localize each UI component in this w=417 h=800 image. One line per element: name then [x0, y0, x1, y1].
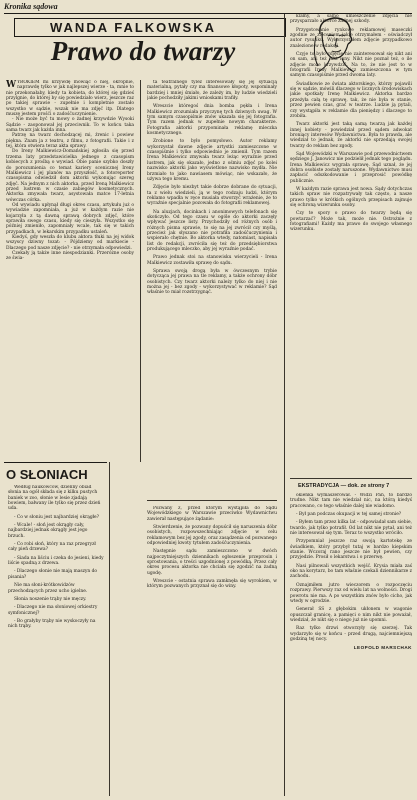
column-divider-0 — [109, 462, 110, 796]
author-name: WANDA FALKOWSKA — [49, 20, 216, 35]
paragraph — [147, 506, 277, 522]
paragraph — [6, 251, 134, 262]
paragraph — [290, 493, 412, 509]
paragraph-text: - Co robi słoń, który na raz przegryzł cały pień drzewa? — [8, 542, 96, 553]
paragraph-text: okienka wymaszerował. - Widzi Pan, to bardzo trudne. Nikt tam nie wiedział nic, na którą kiedyś pracowano, co tego właśnie dalej nie wiadomo. — [290, 493, 412, 509]
article-column-2b — [147, 506, 277, 796]
paragraph-text: Patrzę na twarz dochodzącej mi, źrenic i powiew piękna. Znam ja z teatru, z filmu, z fotografii. Takie i z tej, która otwiera teraz akta sprawy. — [6, 133, 134, 150]
paragraph — [6, 203, 134, 235]
headline: Prawo do twarzy — [50, 36, 236, 66]
column-divider-1 — [140, 80, 141, 462]
paragraph-text: - Siada na liściu i czeka do jesieni, kiedy liście spadną z drzewa. — [8, 555, 104, 567]
article-column-2 — [147, 80, 277, 495]
paragraph — [8, 583, 104, 594]
paragraph — [290, 607, 412, 623]
paragraph-text: - Byłem tam przez kilka lat - odpowiadał sam siebie, twardo, jak tylko potrafił. Od lat nikt nie pytał, ani też nie interesował się tym. Teraz to wszystko wróciło. — [290, 520, 412, 537]
paragraph — [290, 539, 412, 560]
paragraph-text: Na aluzjach, docinkach i anonimowych telefonach się skończyło. Od tego czasu w ogóle do aktorki zaczęły wpływać jeszcze listy. Przychodziły od różnych osób i różnych pisma sprawie, to się na jej zwrócił czy myślą, przecież jak słyszano nie potrafiła zadośćuczynienia i wspierało chętnie. Bo aktorka wtedy, natomiast, napisała list do redakcji, zwróciła się też do przedsiębiorstwa produkującego mleczko, aby jej wyraźnie podać. — [147, 209, 277, 252]
drop-cap: W — [6, 80, 17, 90]
article-column-3 — [290, 14, 412, 472]
paragraph-text: Nasi pilnowali wszystkich wejść. Krysia miała zaś oko na korytarz, bo tam właśnie czekali dziennikarze z zachodu. — [290, 563, 412, 580]
paragraph-text: YROKIEM mi krzywdę mówiąc o niej, okropnie, naprawdę tylko w jak najlepszej wierze - ta, mnie to nie przekonałaby, kiedy ta kobieta, do której się gdzieś przylgnie, do której by się powiedziało wierz, jeszcze raz po takiej sprawie - zupełnie i kompletnie zostało wszystko w sądzie, wszak nie ma zdjęć itp. Dlatego muszę jestem prośći o zadośćuczynienie. — [6, 80, 134, 118]
paragraph — [8, 597, 104, 602]
paragraph — [290, 520, 412, 536]
paragraph — [290, 122, 412, 149]
paragraph-text: Prawo jednak stoi na stanowisku wierzycieli - Irena Malkiewicz zostawiła sprawę do sądu. — [147, 255, 277, 266]
paragraph-text: Generał SS z głębokim ukłonem w wagonie opuszczał granicę, a pamięci o nim nikt nie poważał, wiedział, że nikt się o niego już nie upomni. — [290, 607, 412, 623]
paragraph — [290, 14, 412, 25]
paragraph — [6, 117, 134, 133]
paragraph-text: - Dlaczego słonie nie mają maszyn do pisania? — [8, 569, 98, 580]
paragraph-text: - Dlaczego nie ma słoniowej orkiestry symfonicznej? — [8, 605, 98, 616]
article-column-1 — [6, 80, 134, 452]
paragraph — [147, 139, 277, 182]
paragraph-text: - Bo grałyby trąby nie wyskoczyły na nich trąby. — [8, 618, 96, 630]
section-divider — [147, 500, 277, 501]
paragraph-text: Następnie sądu zamieszczono w dwóch najpoczytniejszych dziennikach ogłoszenie przeprosin i sprostowania, o treści uzgodnionej z powódką. Przez cały okres procesu aktorka nie chciała się zgodzić na żadną ugodę. — [147, 549, 277, 576]
paragraph — [6, 80, 134, 117]
paragraph — [147, 210, 277, 253]
paragraph-text: Wreszcie któregoś dnia bomba pękła i Irena Malkiewicz zrozumiała przyczynę tych dziwnych uwag. W tym samym czasopiśmie znów ukazała się jej fotografia. Tym razem jednak w zupełnie nowym charakterze. Fotografia aktorki przypominała reklamę mleczka kosmetycznego. — [147, 104, 277, 137]
section-header: Kronika sądowa — [4, 2, 58, 11]
paragraph — [290, 626, 412, 642]
paragraph — [147, 269, 277, 296]
paragraph — [8, 542, 104, 553]
paragraph — [290, 187, 412, 208]
paragraph-text: Sąd Wojewódzki w Warszawie pod przewodnictwem sędziego J. Janowicz nie podzielił jednak tego poglądu. Irena Malkiewicz wygrała sprawę. Sąd uznał, że jej dobra osobiste zostały naruszone. Wydawnictwo musi zapłacić odszkodowanie i przeprosić powódkę publicznie. — [290, 151, 412, 184]
paragraph — [290, 52, 412, 79]
ekstr-title: EKSTRADYCJA — dok. ze strony 7 — [298, 483, 390, 489]
paragraph — [290, 564, 412, 580]
paragraph — [6, 133, 134, 149]
paragraph — [6, 235, 134, 251]
paragraph-text: Pozwany z, przed którym wystąpiła do Sądu Wojewódzkiego w Warszawie przeciwko Wydawnictwu zawierał następujące żądanie: — [147, 506, 277, 522]
paragraph-text: - Co w słoniu jest najbardziej okrągłe? — [14, 514, 100, 520]
paragraph-text: Kiedyś, gdy weszła do klubu aktora tłuki na jej widok wszyscy dziwny tozat: - Pójdziemy od markiecie - Dlaczego pod nasze zdjęcie? - nie otrzymała odpowiedzi. — [6, 234, 134, 251]
paragraph-text: Zrobione to było pomysłowo. Autor reklamy wykorzystał dawne zdjęcie artystki zamieszczone w czasopiśmie i tylko odpowiednio je zmienił. Tym razem Irena Malkiewicz zmywała twarz leżąc wyraźnie przed lustrem, jak się okazało, jedno z ośmiu zdjęć po kolei nazwisko aktorki jako wyświetlone nazwisko mydła. Nie brzmiało to jako nawiasem mówiąc, nie wskazało, że używa tego kremu. — [147, 139, 277, 182]
paragraph-text: Zdjęcie było niezbyt takie dobrze dobrane do sytuacji, ta z wielu wiedzieli, ją w tego rodzaju ludzi, którym reklamo wpadła w ręce musiała stworzyć wrażenie, że to wyraźnie specjalnie pozowała do fotografii reklamowej. — [147, 185, 277, 207]
paragraph — [290, 152, 412, 184]
column-divider-2 — [284, 14, 285, 796]
signature: LEOPOLD MARSCHAK — [353, 645, 412, 651]
paragraph — [8, 619, 104, 630]
paragraph — [8, 605, 104, 616]
paragraph-text: ta teatralnego tyleż interesowały się jej sytuacją materialną, pytały czy ma finansowe kłopoty, wspominały bardziej i mniej śmiało, że zależy im, by ludzie wiedzieli jakie pochodziły jakimi wnioskami trafiły. — [147, 80, 277, 102]
paragraph-text: Świadkowie ze świata aktorskiego, którzy pojawili się w sądzie, mówili dlaczego w licznych środowiskach jakie spotkały Irenę Malkiewicz. Aktorka bardzo przeżyła całą tę sprawę, tak, że nie była w stanie, przez pewien czas, grać w teatrze. Ludzie ją pytali, czy wystąpiła w reklamie dla pieniędzy i dlaczego to zrobiła. — [290, 81, 412, 119]
paragraph-text: Nie ma słoni-krótkowidzów przechodzących przez ucho igielne. — [8, 583, 88, 594]
paragraph — [290, 583, 412, 604]
paragraph — [147, 579, 277, 590]
paragraph-text: Sprawa swoją drogą była w ówczesnym trybie dotycząca jej prawa na tle reklamy, a także ochrony dóbr osobistych. Czy twarz aktorki należy tylko do niej i nie można jej - bez zgody - wykorzystywać w reklamie? Sąd właśnie to miał rozstrzygnąć. — [147, 269, 277, 296]
sidebar-title: O SŁONIACH — [6, 467, 88, 482]
paragraph-text: klamy, a samo umieszczenie zdjęcia nie przysparzało aktorce żadnej szkody. — [290, 14, 412, 25]
paragraph-text: - Nie może być tu mowy o żadnej krzywdzie Wysoki Sądzie - zaoponował jej przeciwnik. To w końcu taka sama twarz jak każda inna. — [6, 117, 134, 134]
paragraph-text: Przypomniał jeszcze raz swoją kartotekę ze świadkiem, który przybył tutaj w bardzo kiepskim stanie. Wczoraj rano jeszcze nie był pewien, czy przyjedzie. Prosił o lekarstwa i o przerwę. — [290, 539, 412, 561]
paragraph — [147, 525, 277, 546]
paragraph — [290, 512, 412, 517]
paragraph — [147, 549, 277, 576]
paragraph — [6, 149, 134, 202]
paragraph — [8, 556, 104, 567]
paragraph — [8, 523, 104, 539]
paragraph-text: - Wcale! - słoń jest okrągły cały, najbardziej jednak okrągły jest jego brzuch. — [8, 523, 88, 539]
paragraph — [147, 255, 277, 266]
paragraph-text: Od wywiadu upłynął długi okres czasu, artykułu już o wywiadzie zapomniała, a już w każdym razie nie kojarzyła z tą dawną sprawą dobrych zdjęć, które sprawiła swego czasu, kiedy się cieszyła. Wszystko się później zmieniło, zapomniały wcale, tak się w takich przypadkach, w lekarskim przypadku ustaleń. — [6, 202, 134, 235]
paragraph — [290, 28, 412, 49]
paragraph-text: Czekały ją także inne niespodzianki. Przeróżne osoby ze świa- — [6, 251, 134, 262]
paragraph-text: Czy te spory o prawo do twarzy będą się powtarzać? Może tak, może nie. Ostrożnie z fotografiami! Każdy ma prawo do swojego własnego wizerunku. — [290, 211, 412, 233]
paragraph-text: Stwierdzenie, że pozwany dopuścił się naruszenia dóbr osobistych, rozpowszechniając zdjęcie w celu reklamowym bez jej zgody, oraz zasądzenia od pozwanego odpowiedniej kwoty tytułem zadośćuczynienia. — [147, 525, 277, 547]
paragraph-text: Według naukowców, dzienny obiad słonia na ogół składa się z kilku pustych baniek w zoo, słonie w lesie zjadają bowiem, bałwany ile tylko się przez dzień uda. — [8, 485, 101, 512]
ekstr-rule — [290, 478, 412, 479]
paragraph-text: Twarz aktorki jest taką samą twarzą jak każdej innej kobiety - powiedział przed sądem adwokat broniący interesów Wydawnictwa. Była to prawda, ale wiedział to jednak, że aktorki nie sprzedają swojej twarzy do reklam bez zgody. — [290, 122, 412, 149]
paragraph — [8, 515, 104, 520]
paragraph — [147, 80, 277, 101]
paragraph-text: Do Ireny Malkiewicz-Domańskiej zgłosiła się przed trzema laty przedstawicielka jednego z czasopism kobiecych z prośbą o wywiad. Obie panie szybko doszły do porozumienia co temat kariery scenicznej Ireny Malkiewicz i jej planów na przyszłość, a fotoreporter czasopisma odwiedził dom aktorki wykonując szereg zdjęć. Na jednym z nich aktorka, przed Ireną Malkiewicz przed lustrem w czasie zabiegów kosmetycznych. Aktorka zmywała twarz, asystowała matce 17-letnia wówczas córka. — [6, 149, 134, 203]
paragraph-text: - Był pan podczas okupacji w tej samej stronie? — [296, 512, 402, 518]
paragraph — [147, 104, 277, 136]
paragraph-text: Wreszcie - ostatnia sprawa zamknęła się wyrokiem, w którym pozwanych przyznał się do winy. — [147, 579, 277, 590]
paragraph-text: Przygotowanie rynkowe reklamowej maseczki zgodnie ze zleceniem jakie otrzymałem - oświadczył autor rysunku. Wykorzystałem zdjęcie przypadkowo znalezione w redakcji. — [290, 27, 412, 49]
sidebar-jokes — [8, 485, 104, 795]
paragraph-text: W każdym razie sprawa jest nowa. Sądy dotychczas takich spraw nie rozpatrywały tak często, a nasze prawo tylko w krótkich ogólnych przepisach zajmuje się ochroną wizerunku osoby. — [290, 186, 412, 208]
paragraph — [147, 185, 277, 206]
paragraph-text: Słonia noszenie trąby nie męczy. — [14, 596, 87, 602]
paragraph-text: Oznajmiłem jutro wieczorem o rozpoczęciu rozprawy. Pierwszy raz od wielu lat na wolności. Drogi powrotu nie ma. A po wszystkim znów było cicho, jak wtedy w ogrodzie. — [290, 582, 412, 604]
paragraph-text: Czyje to było zdjęcie nie zainteresował się nikt ani on sam, ani też nikt inny. Nikt nie poznał też, o ile zdjęcie może krzywdzić. Na to, że nie jest to w fotografii Ireny Malkiewicz zamieszczona w tym samym czasopiśmie przed dwoma laty. — [290, 52, 412, 79]
paragraph — [290, 82, 412, 119]
paragraph — [8, 485, 104, 512]
paragraph — [290, 211, 412, 232]
ekstr-column — [290, 493, 412, 795]
paragraph — [8, 569, 104, 580]
paragraph-text: Raz tylko drzwi otworzyły się szerzej. Tak wydarzyło się w końcu - przed drugą, najciemniejszą godziną tej nocy. — [290, 626, 412, 642]
